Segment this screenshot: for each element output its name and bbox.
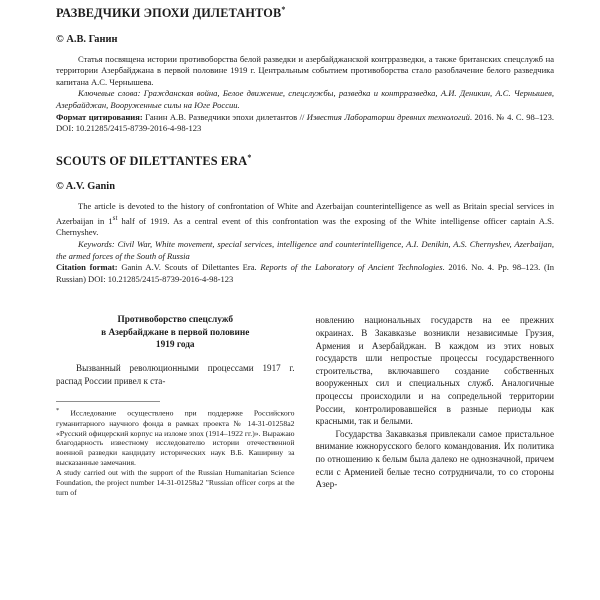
- spacer-russian-english: [56, 135, 554, 154]
- citation-english-label: Citation format:: [56, 262, 118, 273]
- abstract-russian: Статья посвящена истории противоборства белой разведки и азербайджанской контрразведки, а также британских спецслужб на территории Азербайджана в первой половине 1919 г. Центральным событием противоборства стало разоблачение белого разведчика капитана А.С. Чернышева.: [56, 53, 554, 87]
- page-title-russian: [56, 6, 554, 21]
- abstract-english-ordinal: st: [112, 213, 118, 222]
- title-english-text: SCOUTS OF DILETTANTES ERA: [56, 153, 248, 168]
- body-paragraph-left: Вызванный революционными процессами 1917 г. распад России привел к ста-: [56, 362, 295, 386]
- citation-russian-journal: Известия Лаборатории древних технологий: [306, 111, 470, 122]
- abstract-english-text-1: The article is devoted to the history of confrontation of White and Azerbaijan counterintelligence as well as Britain special services in Azerbaijan in 1: [56, 201, 554, 226]
- footnote-marker: *: [56, 407, 60, 415]
- section-heading-line-2: в Азербайджане в первой половине: [101, 327, 250, 338]
- keywords-english-list: Civil War, White movement, special services, intelligence and counterintelligence, A.I. Denikin, A.S. Chernyshev, Azerbaijan, the armed forces of the South of Russia: [56, 239, 554, 261]
- keywords-russian-list: Гражданская война, Белое движение, спецслужбы, разведка и контрразведка, А.И. Деникин, А.С. Чернышев, Азербайджан, Вооруженные силы на Юге России.: [56, 88, 554, 110]
- citation-english-text-2: . 2016. No. 4. Pp. 98–123. (In Russian) DOI: 10.21285/2415-8739-2016-4-98-123: [56, 262, 554, 284]
- two-column-body: [56, 314, 554, 498]
- citation-russian-label: Формат цитирования:: [56, 111, 143, 122]
- title-english-footnote-marker: *: [247, 152, 252, 162]
- title-russian-text: РАЗВЕДЧИКИ ЭПОХИ ДИЛЕТАНТОВ: [56, 6, 282, 21]
- citation-english: [56, 262, 554, 285]
- footnote-english: A study carried out with the support of the Russian Humanitarian Science Foundation, the project number 14-31-01258a2 "Russian officer corps at the turn of: [56, 468, 295, 497]
- citation-russian: [56, 112, 554, 135]
- author-russian: © А.В. Ганин: [56, 33, 118, 45]
- citation-russian-text-1: Ганин А.В. Разведчики эпохи дилетантов //: [145, 111, 307, 122]
- title-russian-footnote-marker: *: [281, 5, 286, 14]
- column-left: [56, 314, 295, 498]
- citation-english-journal: Reports of the Laboratory of Ancient Technologies: [260, 262, 443, 273]
- footnote-russian-text: Исследование осуществлено при поддержке Российского гуманитарного научного фонда в рамках проекта № 14-31-01258а2 «Русский офицерский корпус на изломе эпох (1914–1922 гг.)». Выражаю благодарность известному исследователю истории отечественной военной разведки кандидату исторических наук В.Б. Каширину за высказанные замечания.: [56, 408, 295, 468]
- keywords-english-label: Keywords:: [78, 239, 115, 249]
- footnote-divider: [56, 401, 160, 402]
- spacer-english-body: [56, 285, 554, 314]
- body-paragraph-right-2: Государства Закавказья привлекали самое пристальное внимание южнорусского белого командования. Их политика по отношению к белым была далеко не однозначной, причем если с Арменией белые тесно сотрудничали, то со стороны Азер-: [315, 428, 554, 490]
- section-heading-line-1: Противоборство спецслужб: [117, 315, 234, 326]
- keywords-russian: [56, 88, 554, 111]
- author-english: © A.V. Ganin: [56, 181, 115, 193]
- body-paragraph-right-1: новлению национальных государств на ее прежних окраинах. В Закавказье возникли независимые Грузия, Армения и Азербайджан. В каждом из этих новых государств шли непростые процессы государственного строительства, включавшего создание собственных вооруженных сил и специальных служб. Аналогичные процессы происходили и на сопредельной территории России, контролировавшейся в разные периоды как красными, так и белыми.: [315, 315, 554, 427]
- citation-russian-text-2: . 2016. № 4. С. 98–123. DOI: 10.21285/2415-8739-2016-4-98-123: [56, 111, 554, 134]
- section-heading: [56, 314, 295, 351]
- keywords-russian-label: Ключевые слова:: [78, 88, 141, 99]
- abstract-english-text-2: half of 1919. As a central event of this confrontation was the exposing of the White intelligense officer captain A.S. Chernyshev.: [56, 215, 554, 238]
- page-title-english: [56, 154, 554, 169]
- citation-english-text-1: Ganin A.V. Scouts of Dilettantes Era.: [121, 262, 261, 273]
- section-heading-line-3: 1919 года: [155, 339, 195, 350]
- footnote-russian: [56, 406, 295, 468]
- abstract-english: [56, 201, 554, 239]
- keywords-english: [56, 239, 554, 262]
- column-right: [316, 314, 555, 490]
